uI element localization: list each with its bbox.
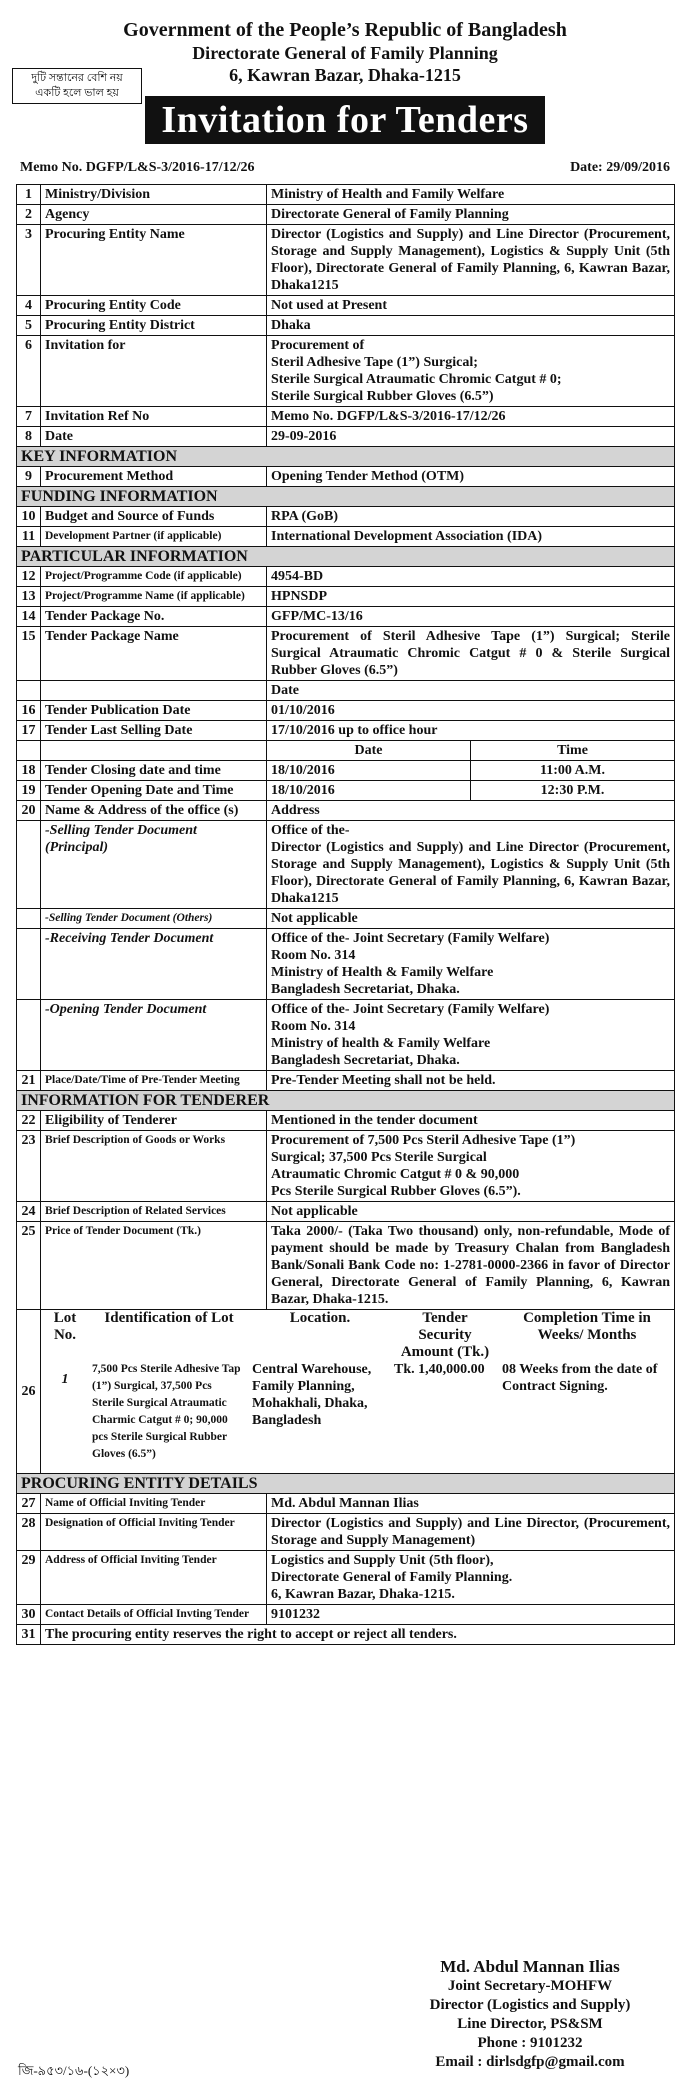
- row-number: 7: [17, 407, 41, 427]
- row-value: International Development Association (IDA): [267, 527, 675, 547]
- row-number: [17, 1000, 41, 1071]
- closing-time: 11:00 A.M.: [471, 761, 675, 781]
- row-value: 4954-BD: [267, 567, 675, 587]
- row-number: 11: [17, 527, 41, 547]
- table-row: [17, 909, 675, 929]
- row-number: 9: [17, 467, 41, 487]
- row-label: Procuring Entity District: [41, 316, 267, 336]
- table-row: [17, 185, 675, 205]
- section-title: PROCURING ENTITY DETAILS: [17, 1474, 675, 1494]
- row-value: Not used at Present: [267, 296, 675, 316]
- row-number: 19: [17, 781, 41, 801]
- row-number: 6: [17, 336, 41, 407]
- row-label: -Selling Tender Document (Principal): [41, 821, 267, 909]
- row-number: 18: [17, 761, 41, 781]
- lot-table-cell: [41, 1310, 675, 1474]
- table-row: [17, 1111, 675, 1131]
- row-label: Tender Package Name: [41, 627, 267, 681]
- value-line: Sterile Surgical Rubber Gloves (6.5”): [271, 389, 494, 404]
- lot-completion-time: 08 Weeks from the date of Contract Signing.: [502, 1362, 658, 1394]
- identification-header: Identification of Lot: [104, 1310, 234, 1326]
- tender-security-header: Tender Security Amount (Tk.): [400, 1310, 490, 1360]
- row-number: 22: [17, 1111, 41, 1131]
- closing-date: 18/10/2016: [267, 761, 471, 781]
- row-number: 3: [17, 225, 41, 296]
- row-value: Procurement of Steril Adhesive Tape (1”) Surgical; Sterile Surgical Atraumatic Chromic Catgut # 0 & Sterile Surgical Rubber Gloves (6.5”): [267, 627, 675, 681]
- notice-title: Invitation for Tenders: [145, 96, 544, 144]
- date-column-heading: Date: [267, 681, 675, 701]
- value-line: Bangladesh Secretariat, Dhaka.: [271, 982, 460, 997]
- slogan-line-1: দুটি সন্তানের বেশি নয়: [31, 72, 123, 84]
- row-value: [267, 1551, 675, 1605]
- signatory-title: Joint Secretary-MOHFW: [447, 1978, 613, 1994]
- row-label: Address of Official Inviting Tender: [41, 1551, 267, 1605]
- row-label: -Receiving Tender Document: [41, 929, 267, 1000]
- row-label: Price of Tender Document (Tk.): [41, 1222, 267, 1310]
- table-row: [17, 527, 675, 547]
- value-line: Procurement of 7,500 Pcs Steril Adhesive Tape (1”): [271, 1133, 576, 1148]
- row-value: 29-09-2016: [267, 427, 675, 447]
- value-line: Surgical; 37,500 Pcs Sterile Surgical: [271, 1150, 487, 1165]
- row-label: [41, 681, 267, 701]
- row-number: 28: [17, 1514, 41, 1551]
- row-label: Budget and Source of Funds: [41, 507, 267, 527]
- row-value: Taka 2000/- (Taka Two thousand) only, non-refundable, Mode of payment should be made by Treasury Chalan from Bangladesh Bank/Sonali Bank Code no: 1-2781-0000-2366 in favor of Director General, Directorate General of Family Planning, 6, Kawran Bazar, Dhaka-1215.: [267, 1222, 675, 1310]
- row-label: Eligibility of Tenderer: [41, 1111, 267, 1131]
- table-row: [17, 761, 675, 781]
- row-number: 17: [17, 721, 41, 741]
- row-number: 23: [17, 1131, 41, 1202]
- row-label: Ministry/Division: [41, 185, 267, 205]
- row-value: [267, 1000, 675, 1071]
- row-number: 20: [17, 801, 41, 821]
- row-label: Date: [41, 427, 267, 447]
- row-number: 12: [17, 567, 41, 587]
- row-label: -Selling Tender Document (Others): [41, 909, 267, 929]
- row-number: 31: [17, 1625, 41, 1645]
- section-header-information-for-tenderer: [17, 1091, 675, 1111]
- lot-data-row: [41, 1361, 675, 1463]
- row-label: Place/Date/Time of Pre-Tender Meeting: [41, 1071, 267, 1091]
- table-row: [17, 781, 675, 801]
- row-value: 01/10/2016: [267, 701, 675, 721]
- section-title: FUNDING INFORMATION: [17, 487, 675, 507]
- memo-number: Memo No. DGFP/L&S-3/2016-17/12/26: [20, 160, 255, 175]
- value-line: Procurement of: [271, 338, 365, 353]
- row-label: Agency: [41, 205, 267, 225]
- table-row: [17, 1494, 675, 1514]
- table-row: [17, 701, 675, 721]
- table-row: [17, 316, 675, 336]
- row-value: [267, 336, 675, 407]
- memo-row: [16, 160, 674, 176]
- row-value: [267, 821, 675, 909]
- row-value: 9101232: [267, 1605, 675, 1625]
- row-value: Director (Logistics and Supply) and Line Director, (Procurement, Storage and Supply Management): [267, 1514, 675, 1551]
- directorate-address: 6, Kawran Bazar, Dhaka-1215: [229, 65, 461, 85]
- row-label: Invitation for: [41, 336, 267, 407]
- row-number: 26: [17, 1310, 41, 1474]
- section-header-key-information: [17, 447, 675, 467]
- lot-number: 1: [61, 1372, 69, 1387]
- row-number: 25: [17, 1222, 41, 1310]
- table-row: [17, 1000, 675, 1071]
- table-row: [17, 929, 675, 1000]
- row-label: Procuring Entity Name: [41, 225, 267, 296]
- row-value: 17/10/2016 up to office hour: [267, 721, 675, 741]
- lot-header-row: [41, 1310, 675, 1361]
- signatory-email: Email : dirlsdgfp@gmail.com: [435, 2054, 625, 2070]
- row-number: 15: [17, 627, 41, 681]
- value-line: Logistics and Supply Unit (5th floor),: [271, 1553, 494, 1568]
- row-number: 24: [17, 1202, 41, 1222]
- row-label: Name & Address of the office (s): [41, 801, 267, 821]
- table-row: [17, 507, 675, 527]
- table-row: [17, 1131, 675, 1202]
- row-number: 8: [17, 427, 41, 447]
- row-label: Procuring Entity Code: [41, 296, 267, 316]
- section-header-procuring-entity-details: [17, 1474, 675, 1494]
- time-column-heading: Time: [471, 741, 675, 761]
- table-row: [17, 721, 675, 741]
- table-row: [17, 205, 675, 225]
- table-row: [17, 1071, 675, 1091]
- value-line: Atraumatic Chromic Catgut # 0 & 90,000: [271, 1167, 520, 1182]
- row-value: Memo No. DGFP/L&S-3/2016-17/12/26: [267, 407, 675, 427]
- row-label: Tender Last Selling Date: [41, 721, 267, 741]
- lot-identification: 7,500 Pcs Sterile Adhesive Tap (1”) Surgical, 37,500 Pcs Sterile Surgical Atraumatic Charmic Catgut # 0; 90,000 pcs Sterile Surgical Rubber Gloves (6.5”): [92, 1363, 241, 1460]
- tender-details-table: [16, 184, 675, 1645]
- row-value: [267, 1131, 675, 1202]
- table-row: [17, 225, 675, 296]
- row-value: HPNSDP: [267, 587, 675, 607]
- table-row: [17, 741, 675, 761]
- section-title: KEY INFORMATION: [17, 447, 675, 467]
- table-row: [17, 1625, 675, 1645]
- row-label: Tender Opening Date and Time: [41, 781, 267, 801]
- row-number: [17, 681, 41, 701]
- table-row: [17, 1514, 675, 1551]
- table-row: [17, 627, 675, 681]
- opening-date: 18/10/2016: [267, 781, 471, 801]
- location-header: Location.: [289, 1310, 351, 1326]
- row-value: Address: [267, 801, 675, 821]
- lot-table: [41, 1310, 675, 1473]
- value-line: Director (Logistics and Supply) and Line Director (Procurement, Storage and Supply Management), Logistics & Supply Unit (5th Floor), Directorate General of Family Planning, 6, Kawran Bazar, Dhaka1215: [271, 840, 670, 906]
- row-number: 5: [17, 316, 41, 336]
- row-label: Designation of Official Inviting Tender: [41, 1514, 267, 1551]
- row-value: Mentioned in the tender document: [267, 1111, 675, 1131]
- row-value: Director (Logistics and Supply) and Line Director (Procurement, Storage and Supply Management), Logistics & Supply Unit (5th Floor), Directorate General of Family Planning, 6, Kawran Bazar, Dhaka1215: [267, 225, 675, 296]
- table-row: [17, 801, 675, 821]
- row-number: 13: [17, 587, 41, 607]
- value-line: Office of the-: [271, 823, 350, 838]
- section-header-particular-information: [17, 547, 675, 567]
- row-label: Tender Package No.: [41, 607, 267, 627]
- row-label: Procurement Method: [41, 467, 267, 487]
- signature-block: [390, 1956, 670, 2072]
- value-line: Bangladesh Secretariat, Dhaka.: [271, 1053, 460, 1068]
- value-line: Room No. 314: [271, 948, 356, 963]
- value-line: Directorate General of Family Planning.: [271, 1570, 513, 1585]
- completion-time-header: Completion Time in Weeks/ Months: [523, 1310, 651, 1343]
- signatory-role: Line Director, PS&SM: [457, 2016, 603, 2032]
- row-number: 16: [17, 701, 41, 721]
- section-title: INFORMATION FOR TENDERER: [17, 1091, 675, 1111]
- row-value: Dhaka: [267, 316, 675, 336]
- row-value: [267, 929, 675, 1000]
- row-value: Not applicable: [267, 1202, 675, 1222]
- row-value: The procuring entity reserves the right to accept or reject all tenders.: [41, 1625, 675, 1645]
- signatory-phone: Phone : 9101232: [477, 2035, 583, 2051]
- table-row: [17, 296, 675, 316]
- date-column-heading: Date: [267, 741, 471, 761]
- section-title: PARTICULAR INFORMATION: [17, 547, 675, 567]
- table-row: [17, 607, 675, 627]
- row-label: [41, 741, 267, 761]
- row-value: RPA (GoB): [267, 507, 675, 527]
- row-value: Opening Tender Method (OTM): [267, 467, 675, 487]
- row-number: 14: [17, 607, 41, 627]
- value-line: Steril Adhesive Tape (1”) Surgical;: [271, 355, 478, 370]
- row-label: Invitation Ref No: [41, 407, 267, 427]
- table-row: [17, 587, 675, 607]
- row-number: [17, 929, 41, 1000]
- directorate-name: Directorate General of Family Planning: [192, 43, 498, 63]
- table-row: [17, 1222, 675, 1310]
- row-number: 29: [17, 1551, 41, 1605]
- value-line: Ministry of Health & Family Welfare: [271, 965, 494, 980]
- row-label: Contact Details of Official Invting Tender: [41, 1605, 267, 1625]
- value-line: 6, Kawran Bazar, Dhaka-1215.: [271, 1587, 455, 1602]
- row-number: 10: [17, 507, 41, 527]
- signatory-designation: Director (Logistics and Supply): [429, 1997, 631, 2013]
- opening-time: 12:30 P.M.: [471, 781, 675, 801]
- row-label: Development Partner (if applicable): [41, 527, 267, 547]
- section-header-funding-information: [17, 487, 675, 507]
- table-row: [17, 1605, 675, 1625]
- signatory-name: Md. Abdul Mannan Ilias: [440, 1957, 620, 1976]
- row-value: Pre-Tender Meeting shall not be held.: [267, 1071, 675, 1091]
- value-line: Pcs Sterile Surgical Rubber Gloves (6.5”).: [271, 1184, 521, 1199]
- memo-date: Date: 29/09/2016: [570, 160, 670, 175]
- row-number: 2: [17, 205, 41, 225]
- row-label: Project/Programme Code (if applicable): [41, 567, 267, 587]
- publication-code: জি-৯৫৩/১৬-(১২×৩): [18, 2063, 130, 2078]
- value-line: Room No. 314: [271, 1019, 356, 1034]
- row-number: [17, 821, 41, 909]
- table-row: [17, 567, 675, 587]
- table-row: [17, 1551, 675, 1605]
- lot-spacer-row: [41, 1463, 675, 1473]
- row-number: [17, 909, 41, 929]
- value-line: Ministry of health & Family Welfare: [271, 1036, 491, 1051]
- row-value: Not applicable: [267, 909, 675, 929]
- row-value: Directorate General of Family Planning: [267, 205, 675, 225]
- row-value: Md. Abdul Mannan Ilias: [267, 1494, 675, 1514]
- row-label: Project/Programme Name (if applicable): [41, 587, 267, 607]
- row-number: 1: [17, 185, 41, 205]
- row-number: 4: [17, 296, 41, 316]
- row-value: Ministry of Health and Family Welfare: [267, 185, 675, 205]
- row-label: Name of Official Inviting Tender: [41, 1494, 267, 1514]
- row-label: Brief Description of Related Services: [41, 1202, 267, 1222]
- lot-row: [17, 1310, 675, 1474]
- value-line: Office of the- Joint Secretary (Family Welfare): [271, 1002, 550, 1017]
- value-line: Sterile Surgical Atraumatic Chromic Catgut # 0;: [271, 372, 562, 387]
- table-row: [17, 821, 675, 909]
- table-row: [17, 336, 675, 407]
- row-label: -Opening Tender Document: [41, 1000, 267, 1071]
- row-number: 27: [17, 1494, 41, 1514]
- row-number: [17, 741, 41, 761]
- slogan-line-2: একটি হলে ভাল হয়: [35, 87, 119, 99]
- lot-security-amount: Tk. 1,40,000.00: [394, 1362, 485, 1377]
- table-row: [17, 407, 675, 427]
- row-label: Tender Publication Date: [41, 701, 267, 721]
- row-label: Brief Description of Goods or Works: [41, 1131, 267, 1202]
- lot-no-header: Lot No.: [53, 1310, 77, 1343]
- government-name: Government of the People’s Republic of Bangladesh: [123, 19, 567, 41]
- family-planning-slogan-box: [12, 68, 142, 104]
- table-row: [17, 681, 675, 701]
- table-row: [17, 427, 675, 447]
- table-row: [17, 1202, 675, 1222]
- row-value: GFP/MC-13/16: [267, 607, 675, 627]
- row-number: 30: [17, 1605, 41, 1625]
- row-label: Tender Closing date and time: [41, 761, 267, 781]
- lot-location: Central Warehouse, Family Planning, Mohakhali, Dhaka, Bangladesh: [252, 1362, 372, 1428]
- value-line: Office of the- Joint Secretary (Family Welfare): [271, 931, 550, 946]
- row-number: 21: [17, 1071, 41, 1091]
- table-row: [17, 467, 675, 487]
